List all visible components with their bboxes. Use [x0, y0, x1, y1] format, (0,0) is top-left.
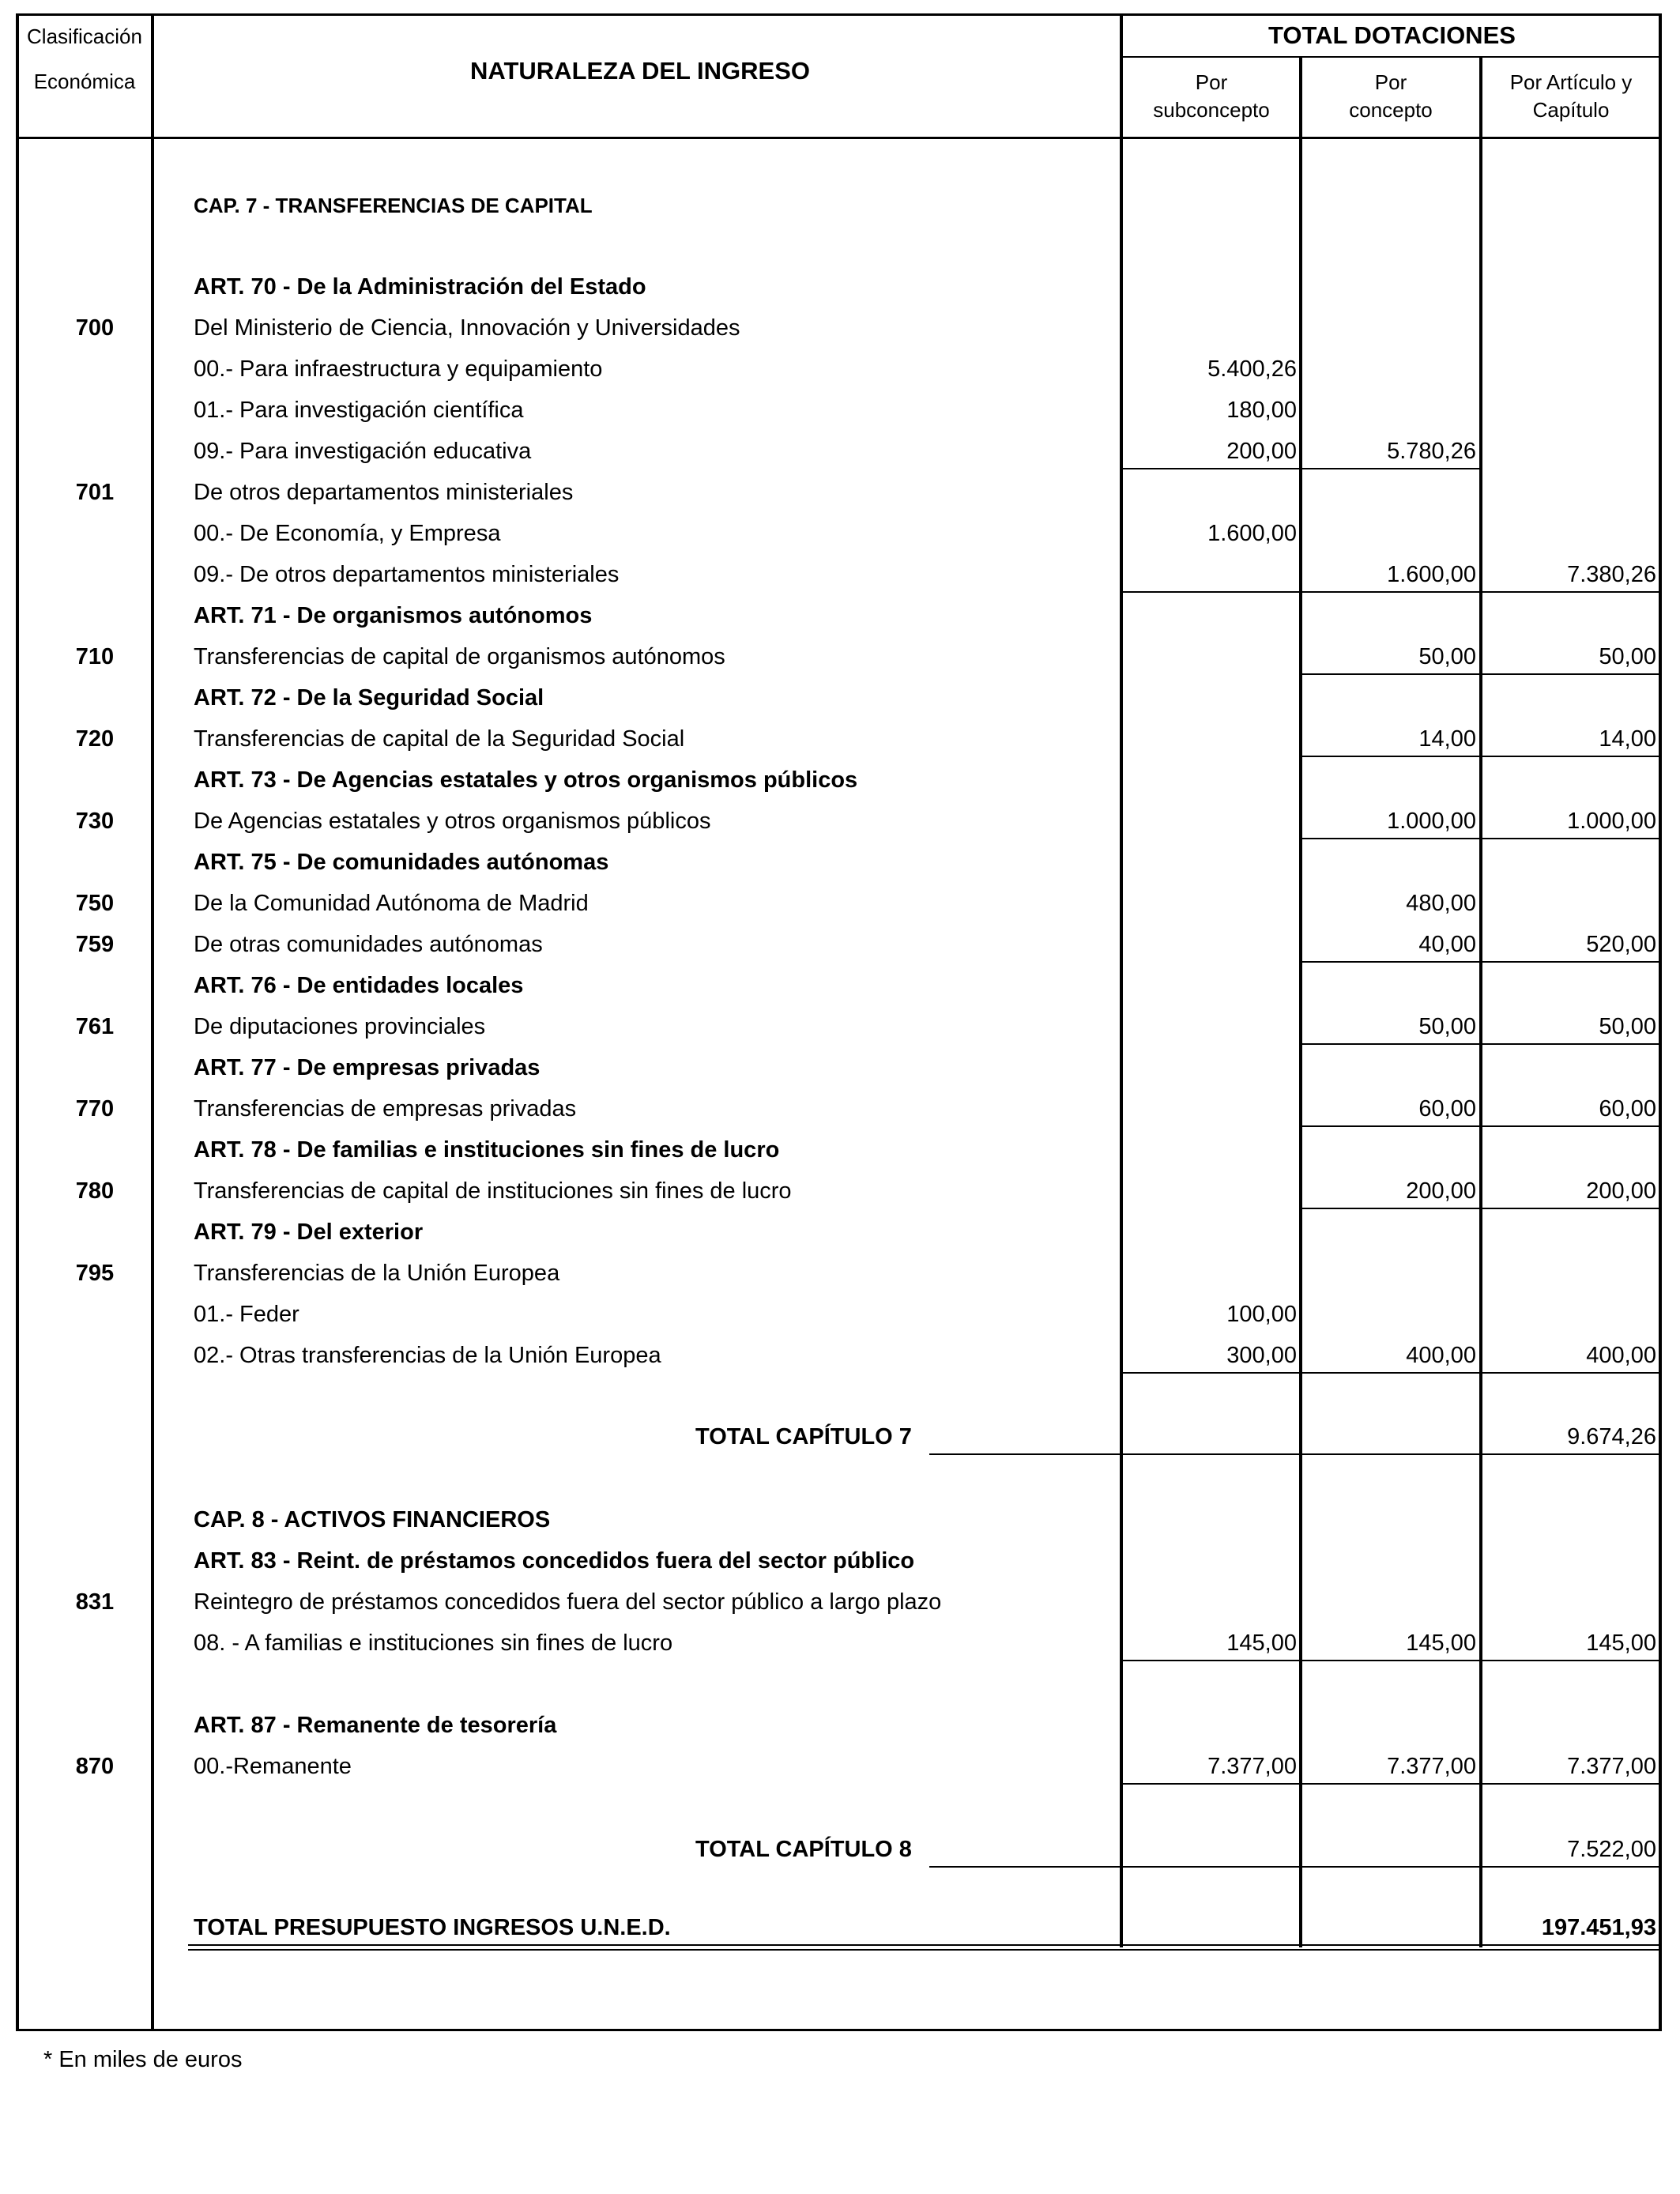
- code-710: 710: [75, 644, 115, 669]
- code-795: 795: [75, 1261, 115, 1286]
- concept-831-amount: 145,00: [1406, 1630, 1476, 1656]
- rule-795: [1120, 1372, 1662, 1374]
- total-chapter-7-underline: [929, 1453, 1662, 1455]
- concept-761-amount: 50,00: [1418, 1014, 1476, 1039]
- header-naturaleza: NATURALEZA DEL INGRESO: [470, 57, 810, 85]
- code-730: 730: [75, 809, 115, 834]
- rule-759: [1299, 961, 1662, 963]
- rule-770: [1299, 1125, 1662, 1127]
- code-759: 759: [75, 932, 115, 957]
- article-83-heading: ART. 83 - Reint. de préstamos concedidos fuera del sector público: [194, 1548, 915, 1574]
- sub-700-09-text: 09.- Para investigación educativa: [194, 439, 532, 464]
- concept-700-text: Del Ministerio de Ciencia, Innovación y Universidades: [194, 315, 740, 341]
- header-col2-line1: Por: [1374, 70, 1407, 94]
- concept-710-text: Transferencias de capital de organismos autónomos: [194, 644, 725, 669]
- total-chapter-8-label: TOTAL CAPÍTULO 8: [695, 1837, 912, 1862]
- sub-831-08-amount: 145,00: [1226, 1630, 1297, 1656]
- concept-701-amount: 1.600,00: [1387, 562, 1476, 587]
- concept-780-text: Transferencias de capital de instituciones sin fines de lucro: [194, 1178, 792, 1204]
- table-bottom-border: [16, 2029, 1662, 2031]
- code-770: 770: [75, 1096, 115, 1122]
- code-761: 761: [75, 1014, 115, 1039]
- code-700: 700: [75, 315, 115, 341]
- chapter-7-heading: CAP. 7 - TRANSFERENCIAS DE CAPITAL: [194, 194, 593, 217]
- total-chapter-7-label: TOTAL CAPÍTULO 7: [695, 1424, 912, 1449]
- concept-750-text: De la Comunidad Autónoma de Madrid: [194, 891, 589, 916]
- header-col1-line2: subconcepto: [1153, 98, 1270, 122]
- concept-720-amount: 14,00: [1418, 726, 1476, 752]
- sub-701-00-amount: 1.600,00: [1207, 521, 1297, 546]
- code-720: 720: [75, 726, 115, 752]
- concept-761-text: De diputaciones provinciales: [194, 1014, 486, 1039]
- total-chapter-7-amount: 9.674,26: [1567, 1424, 1656, 1449]
- article-87-amount: 7.377,00: [1567, 1754, 1656, 1779]
- concept-770-amount: 60,00: [1418, 1096, 1476, 1122]
- code-870: 870: [75, 1754, 115, 1779]
- header-col1-line1: Por: [1195, 70, 1228, 94]
- code-780: 780: [75, 1178, 115, 1204]
- article-76-heading: ART. 76 - De entidades locales: [194, 973, 524, 998]
- concept-759-amount: 40,00: [1418, 932, 1476, 957]
- article-71-amount: 50,00: [1599, 644, 1656, 669]
- article-78-amount: 200,00: [1586, 1178, 1656, 1204]
- sub-700-01-text: 01.- Para investigación científica: [194, 398, 524, 423]
- header-subdivider: [1120, 56, 1662, 58]
- header-col3-line1: Por Artículo y: [1509, 70, 1633, 94]
- concept-710-amount: 50,00: [1418, 644, 1476, 669]
- sub-700-00-amount: 5.400,26: [1207, 356, 1297, 382]
- concept-770-text: Transferencias de empresas privadas: [194, 1096, 577, 1122]
- concept-750-amount: 480,00: [1406, 891, 1476, 916]
- sub-700-09-amount: 200,00: [1226, 439, 1297, 464]
- article-78-heading: ART. 78 - De familias e instituciones sin fines de lucro: [194, 1137, 780, 1163]
- article-79-amount: 400,00: [1586, 1343, 1656, 1368]
- total-chapter-8-amount: 7.522,00: [1567, 1837, 1656, 1862]
- sub-701-09-text: 09.- De otros departamentos ministeriales: [194, 562, 620, 587]
- article-87-heading: ART. 87 - Remanente de tesorería: [194, 1713, 557, 1738]
- sub-795-02-amount: 300,00: [1226, 1343, 1297, 1368]
- concept-759-text: De otras comunidades autónomas: [194, 932, 543, 957]
- article-76-amount: 50,00: [1599, 1014, 1656, 1039]
- header-bottom-border: [16, 137, 1662, 139]
- rule-700: [1120, 468, 1481, 469]
- article-70-amount: 7.380,26: [1567, 562, 1656, 587]
- article-73-amount: 1.000,00: [1567, 809, 1656, 834]
- concept-795-text: Transferencias de la Unión Europea: [194, 1261, 560, 1286]
- rule-870: [1120, 1783, 1662, 1785]
- header-col3-line2: Capítulo: [1532, 98, 1610, 122]
- rule-780: [1299, 1208, 1662, 1209]
- sub-701-00-text: 00.- De Economía, y Empresa: [194, 521, 501, 546]
- rule-701: [1120, 591, 1662, 593]
- article-75-amount: 520,00: [1586, 932, 1656, 957]
- article-79-heading: ART. 79 - Del exterior: [194, 1220, 424, 1245]
- grand-total-underline-2: [188, 1949, 1662, 1951]
- article-77-heading: ART. 77 - De empresas privadas: [194, 1055, 541, 1080]
- concept-870-text: 00.-Remanente: [194, 1754, 352, 1779]
- table-top-border: [16, 13, 1662, 16]
- article-72-amount: 14,00: [1599, 726, 1656, 752]
- article-72-heading: ART. 72 - De la Seguridad Social: [194, 685, 544, 711]
- concept-720-text: Transferencias de capital de la Seguridad Social: [194, 726, 685, 752]
- grand-total-label: TOTAL PRESUPUESTO INGRESOS U.N.E.D.: [194, 1915, 671, 1940]
- article-71-heading: ART. 71 - De organismos autónomos: [194, 603, 593, 628]
- header-economica: Económica: [33, 70, 136, 93]
- col-divider-subconcepto: [1120, 13, 1123, 1947]
- code-831: 831: [75, 1589, 115, 1615]
- col-divider-articulo: [1479, 57, 1482, 1947]
- concept-831-text: Reintegro de préstamos concedidos fuera del sector público a largo plazo: [194, 1589, 942, 1615]
- concept-700-amount: 5.780,26: [1387, 439, 1476, 464]
- article-73-heading: ART. 73 - De Agencias estatales y otros organismos públicos: [194, 767, 858, 793]
- chapter-8-heading: CAP. 8 - ACTIVOS FINANCIEROS: [194, 1507, 551, 1532]
- rule-730: [1299, 838, 1662, 839]
- sub-700-01-amount: 180,00: [1226, 398, 1297, 423]
- col-divider-concepto: [1299, 57, 1302, 1947]
- grand-total-amount: 197.451,93: [1541, 1915, 1656, 1940]
- concept-701-text: De otros departamentos ministeriales: [194, 480, 574, 505]
- sub-795-02-text: 02.- Otras transferencias de la Unión Europea: [194, 1343, 661, 1368]
- concept-780-amount: 200,00: [1406, 1178, 1476, 1204]
- rule-761: [1299, 1043, 1662, 1045]
- total-chapter-8-underline: [929, 1866, 1662, 1868]
- rule-720: [1299, 756, 1662, 757]
- article-70-heading: ART. 70 - De la Administración del Estado: [194, 274, 646, 300]
- code-750: 750: [75, 891, 115, 916]
- header-col2-line2: concepto: [1349, 98, 1433, 122]
- concept-870-amount: 7.377,00: [1387, 1754, 1476, 1779]
- code-701: 701: [75, 480, 115, 505]
- header-total-dotaciones: TOTAL DOTACIONES: [1268, 21, 1516, 49]
- article-83-amount: 145,00: [1586, 1630, 1656, 1656]
- concept-730-amount: 1.000,00: [1387, 809, 1476, 834]
- grand-total-underline-1: [188, 1944, 1662, 1946]
- sub-795-01-text: 01.- Feder: [194, 1302, 299, 1327]
- sub-795-01-amount: 100,00: [1226, 1302, 1297, 1327]
- article-75-heading: ART. 75 - De comunidades autónomas: [194, 850, 609, 875]
- header-clasificacion: Clasificación: [27, 25, 142, 48]
- concept-730-text: De Agencias estatales y otros organismos públicos: [194, 809, 711, 834]
- concept-795-amount: 400,00: [1406, 1343, 1476, 1368]
- sub-831-08-text: 08. - A familias e instituciones sin fines de lucro: [194, 1630, 673, 1656]
- sub-700-00-text: 00.- Para infraestructura y equipamiento: [194, 356, 603, 382]
- table-right-border: [1659, 13, 1662, 2031]
- rule-710: [1299, 673, 1662, 675]
- footnote: * En miles de euros: [43, 2047, 243, 2072]
- rule-831: [1120, 1660, 1662, 1661]
- table-left-border: [16, 13, 19, 2031]
- article-77-amount: 60,00: [1599, 1096, 1656, 1122]
- sub-870-amount: 7.377,00: [1207, 1754, 1297, 1779]
